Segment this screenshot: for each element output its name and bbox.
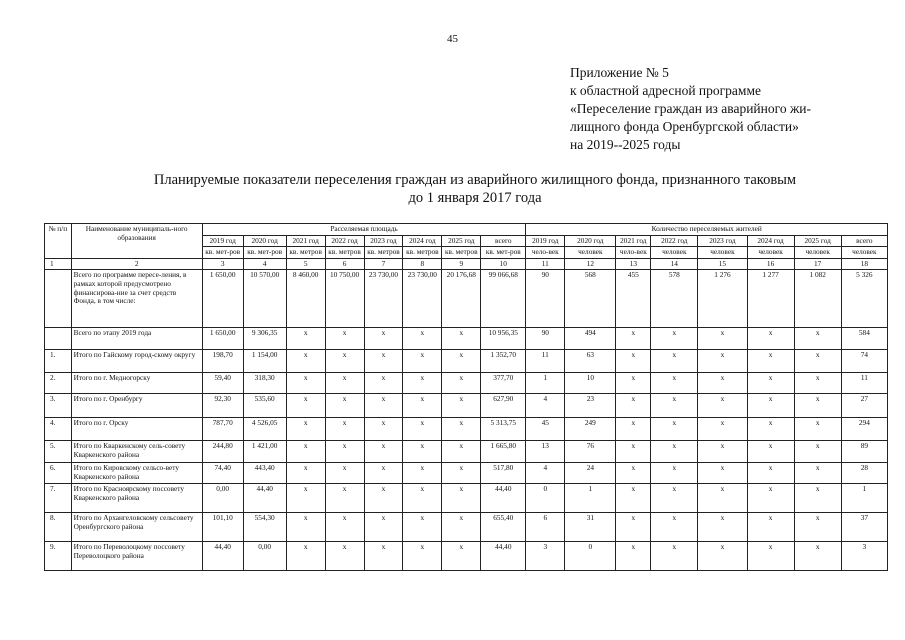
cell-a2020: 554,30 — [243, 513, 286, 542]
title-line-2: до 1 января 2017 года — [408, 190, 542, 206]
column-number: 4 — [243, 258, 286, 270]
column-number: 12 — [565, 258, 616, 270]
appendix-line: Приложение № 5 — [570, 65, 669, 80]
cell-p2019: 6 — [526, 513, 565, 542]
header-area-year: 2020 год — [243, 235, 286, 247]
header-people-unit: чело-век — [526, 247, 565, 259]
cell-a2023: х — [364, 373, 403, 394]
cell-atotal: 44,40 — [481, 542, 526, 571]
cell-p2023: х — [698, 418, 747, 441]
cell-atotal: 655,40 — [481, 513, 526, 542]
appendix-line: лищного фонда Оренбургской области» — [570, 119, 799, 134]
table-row — [45, 418, 888, 441]
row-number: 4. — [45, 418, 72, 441]
cell-a2023: х — [364, 441, 403, 463]
cell-p2023: х — [698, 441, 747, 463]
cell-a2022: х — [325, 350, 364, 373]
cell-a2019: 74,40 — [202, 463, 243, 484]
cell-atotal: 99 066,68 — [481, 270, 526, 328]
cell-a2025: х — [442, 373, 481, 394]
cell-a2025: х — [442, 328, 481, 350]
header-people-year: 2021 год — [616, 235, 651, 247]
cell-p2021: х — [616, 463, 651, 484]
cell-p2021: 455 — [616, 270, 651, 328]
row-number — [45, 328, 72, 350]
row-name: Итого по Красноярскому поссовету Кваркенского района — [71, 484, 202, 513]
cell-a2019: 1 650,00 — [202, 270, 243, 328]
column-number: 7 — [364, 258, 403, 270]
table-row — [45, 441, 888, 463]
row-name: Итого по Переволоцкому поссовету Переволоцкого района — [71, 542, 202, 571]
cell-p2021: х — [616, 513, 651, 542]
cell-atotal: 44,40 — [481, 484, 526, 513]
row-number: 5. — [45, 441, 72, 463]
cell-a2023: х — [364, 350, 403, 373]
cell-p2024: х — [747, 373, 794, 394]
cell-a2023: х — [364, 394, 403, 418]
cell-a2020: 1 154,00 — [243, 350, 286, 373]
cell-a2020: 9 306,35 — [243, 328, 286, 350]
cell-a2022: х — [325, 394, 364, 418]
cell-a2021: х — [286, 484, 325, 513]
cell-a2024: х — [403, 328, 442, 350]
cell-a2020: 1 421,00 — [243, 441, 286, 463]
cell-a2025: х — [442, 418, 481, 441]
cell-a2025: х — [442, 542, 481, 571]
cell-p2019: 1 — [526, 373, 565, 394]
header-area-year: 2019 год — [202, 235, 243, 247]
cell-a2021: х — [286, 394, 325, 418]
cell-a2024: х — [403, 441, 442, 463]
column-number: 9 — [442, 258, 481, 270]
cell-p2021: х — [616, 350, 651, 373]
header-people-year: 2025 год — [794, 235, 841, 247]
table-row — [45, 328, 888, 350]
cell-p2023: 1 276 — [698, 270, 747, 328]
cell-a2023: х — [364, 463, 403, 484]
table-row — [45, 270, 888, 328]
cell-a2021: 8 460,00 — [286, 270, 325, 328]
cell-atotal: 10 956,35 — [481, 328, 526, 350]
cell-a2020: 4 526,05 — [243, 418, 286, 441]
cell-p2021: х — [616, 484, 651, 513]
appendix-line: «Переселение граждан из аварийного жи- — [570, 101, 811, 116]
header-people-unit: человек — [565, 247, 616, 259]
cell-a2023: 23 730,00 — [364, 270, 403, 328]
cell-p2025: х — [794, 463, 841, 484]
cell-p2020: 63 — [565, 350, 616, 373]
cell-a2024: х — [403, 513, 442, 542]
cell-p2025: х — [794, 328, 841, 350]
cell-ptotal: 89 — [841, 441, 887, 463]
cell-p2020: 1 — [565, 484, 616, 513]
header-people-group: Количество переселяемых жителей — [526, 224, 888, 236]
cell-a2024: х — [403, 394, 442, 418]
header-row-column-numbers — [45, 258, 888, 270]
row-name: Итого по г. Оренбургу — [71, 394, 202, 418]
cell-p2020: 494 — [565, 328, 616, 350]
column-number: 15 — [698, 258, 747, 270]
cell-p2019: 0 — [526, 484, 565, 513]
cell-p2023: х — [698, 513, 747, 542]
cell-a2022: х — [325, 463, 364, 484]
cell-a2022: х — [325, 513, 364, 542]
cell-ptotal: 27 — [841, 394, 887, 418]
cell-p2019: 4 — [526, 394, 565, 418]
cell-a2023: х — [364, 484, 403, 513]
cell-a2020: 443,40 — [243, 463, 286, 484]
cell-p2023: х — [698, 350, 747, 373]
header-people-unit: человек — [747, 247, 794, 259]
header-area-year: 2022 год — [325, 235, 364, 247]
cell-p2024: х — [747, 394, 794, 418]
cell-p2022: х — [651, 373, 698, 394]
cell-p2021: х — [616, 542, 651, 571]
cell-a2020: 535,60 — [243, 394, 286, 418]
header-area-year: 2021 год — [286, 235, 325, 247]
cell-p2022: х — [651, 441, 698, 463]
table-row — [45, 484, 888, 513]
row-number: 7. — [45, 484, 72, 513]
cell-a2022: х — [325, 373, 364, 394]
cell-ptotal: 3 — [841, 542, 887, 571]
cell-a2022: х — [325, 542, 364, 571]
cell-a2023: х — [364, 418, 403, 441]
cell-p2019: 4 — [526, 463, 565, 484]
header-people-year: 2022 год — [651, 235, 698, 247]
cell-p2020: 24 — [565, 463, 616, 484]
header-area-year: 2023 год — [364, 235, 403, 247]
cell-p2023: х — [698, 542, 747, 571]
cell-p2023: х — [698, 328, 747, 350]
cell-p2025: х — [794, 441, 841, 463]
column-number: 2 — [71, 258, 202, 270]
cell-ptotal: 37 — [841, 513, 887, 542]
header-area-year: всего — [481, 235, 526, 247]
row-number: 8. — [45, 513, 72, 542]
cell-ptotal: 584 — [841, 328, 887, 350]
table-row — [45, 542, 888, 571]
cell-a2019: 59,40 — [202, 373, 243, 394]
cell-a2019: 787,70 — [202, 418, 243, 441]
row-name: Итого по г. Орску — [71, 418, 202, 441]
cell-ptotal: 294 — [841, 418, 887, 441]
header-area-unit: кв. метров — [364, 247, 403, 259]
cell-atotal: 1 352,70 — [481, 350, 526, 373]
cell-a2021: х — [286, 373, 325, 394]
cell-a2023: х — [364, 542, 403, 571]
cell-a2020: 44,40 — [243, 484, 286, 513]
cell-p2022: х — [651, 513, 698, 542]
resettlement-table — [44, 223, 888, 571]
column-number: 11 — [526, 258, 565, 270]
cell-p2025: 1 082 — [794, 270, 841, 328]
header-name: Наименование муниципаль-ного образования — [71, 224, 202, 259]
cell-p2021: х — [616, 328, 651, 350]
cell-a2022: х — [325, 441, 364, 463]
cell-a2025: х — [442, 441, 481, 463]
header-num: № п/п — [45, 224, 72, 259]
cell-a2021: х — [286, 513, 325, 542]
cell-p2022: х — [651, 350, 698, 373]
title-line-1: Планируемые показатели переселения граждан из аварийного жилищного фонда, признанного таковым — [153, 172, 797, 188]
column-number: 5 — [286, 258, 325, 270]
cell-p2025: х — [794, 350, 841, 373]
row-name: Всего по этапу 2019 года — [71, 328, 202, 350]
cell-a2020: 0,00 — [243, 542, 286, 571]
header-area-unit: кв. мет-ров — [481, 247, 526, 259]
cell-ptotal: 5 326 — [841, 270, 887, 328]
table-body — [45, 270, 888, 571]
cell-p2019: 3 — [526, 542, 565, 571]
cell-p2020: 249 — [565, 418, 616, 441]
cell-a2023: х — [364, 328, 403, 350]
cell-a2022: х — [325, 484, 364, 513]
cell-a2022: х — [325, 418, 364, 441]
cell-p2019: 90 — [526, 270, 565, 328]
cell-p2025: х — [794, 418, 841, 441]
cell-p2020: 568 — [565, 270, 616, 328]
cell-a2019: 0,00 — [202, 484, 243, 513]
cell-atotal: 627,90 — [481, 394, 526, 418]
header-area-year: 2025 год — [442, 235, 481, 247]
cell-p2025: х — [794, 513, 841, 542]
table-row — [45, 394, 888, 418]
cell-p2020: 23 — [565, 394, 616, 418]
table-row — [45, 350, 888, 373]
cell-p2022: х — [651, 394, 698, 418]
cell-atotal: 517,80 — [481, 463, 526, 484]
cell-p2024: х — [747, 441, 794, 463]
cell-ptotal: 11 — [841, 373, 887, 394]
cell-p2024: х — [747, 542, 794, 571]
cell-a2024: х — [403, 484, 442, 513]
header-people-year: 2019 год — [526, 235, 565, 247]
cell-a2021: х — [286, 328, 325, 350]
cell-p2019: 90 — [526, 328, 565, 350]
row-number: 9. — [45, 542, 72, 571]
header-area-unit: кв. мет-ров — [202, 247, 243, 259]
cell-p2024: х — [747, 463, 794, 484]
cell-p2024: 1 277 — [747, 270, 794, 328]
cell-a2019: 92,30 — [202, 394, 243, 418]
cell-ptotal: 74 — [841, 350, 887, 373]
cell-p2022: х — [651, 463, 698, 484]
cell-a2024: х — [403, 463, 442, 484]
header-people-year: 2023 год — [698, 235, 747, 247]
cell-a2025: х — [442, 394, 481, 418]
cell-atotal: 5 313,75 — [481, 418, 526, 441]
column-number: 6 — [325, 258, 364, 270]
cell-p2024: х — [747, 328, 794, 350]
header-area-year: 2024 год — [403, 235, 442, 247]
header-people-unit: человек — [651, 247, 698, 259]
cell-p2020: 31 — [565, 513, 616, 542]
cell-a2019: 198,70 — [202, 350, 243, 373]
column-number: 17 — [794, 258, 841, 270]
cell-p2021: х — [616, 394, 651, 418]
cell-a2019: 1 650,00 — [202, 328, 243, 350]
appendix-line: к областной адресной программе — [570, 83, 761, 98]
cell-p2024: х — [747, 350, 794, 373]
table-row — [45, 513, 888, 542]
cell-a2025: 20 176,68 — [442, 270, 481, 328]
cell-a2025: х — [442, 463, 481, 484]
cell-a2022: х — [325, 328, 364, 350]
cell-ptotal: 28 — [841, 463, 887, 484]
document-title — [90, 171, 860, 207]
cell-ptotal: 1 — [841, 484, 887, 513]
cell-p2019: 11 — [526, 350, 565, 373]
cell-a2021: х — [286, 350, 325, 373]
column-number: 10 — [481, 258, 526, 270]
cell-a2019: 244,80 — [202, 441, 243, 463]
cell-p2025: х — [794, 394, 841, 418]
cell-a2021: х — [286, 418, 325, 441]
header-row-groups — [45, 224, 888, 236]
cell-p2025: х — [794, 484, 841, 513]
cell-p2025: х — [794, 542, 841, 571]
row-number — [45, 270, 72, 328]
cell-p2022: х — [651, 484, 698, 513]
cell-p2021: х — [616, 373, 651, 394]
cell-a2024: 23 730,00 — [403, 270, 442, 328]
column-number: 18 — [841, 258, 887, 270]
header-area-unit: кв. метров — [442, 247, 481, 259]
row-name: Всего по программе пересе-ления, в рамках которой предусмотрено финансирова-ние за счет средств Фонда, в том числе: — [71, 270, 202, 328]
cell-a2025: х — [442, 484, 481, 513]
header-people-unit: человек — [698, 247, 747, 259]
cell-a2023: х — [364, 513, 403, 542]
cell-atotal: 377,70 — [481, 373, 526, 394]
cell-p2024: х — [747, 513, 794, 542]
cell-a2020: 318,30 — [243, 373, 286, 394]
cell-a2019: 101,10 — [202, 513, 243, 542]
header-people-year: 2024 год — [747, 235, 794, 247]
table-row — [45, 373, 888, 394]
row-name: Итого по г. Медногорску — [71, 373, 202, 394]
cell-a2021: х — [286, 542, 325, 571]
page-number: 45 — [447, 33, 458, 45]
appendix-block — [570, 64, 890, 154]
cell-p2022: х — [651, 542, 698, 571]
cell-p2025: х — [794, 373, 841, 394]
header-area-unit: кв. метров — [403, 247, 442, 259]
cell-a2024: х — [403, 418, 442, 441]
column-number: 8 — [403, 258, 442, 270]
header-people-year: 2020 год — [565, 235, 616, 247]
row-number: 3. — [45, 394, 72, 418]
cell-a2025: х — [442, 350, 481, 373]
cell-atotal: 1 665,80 — [481, 441, 526, 463]
column-number: 14 — [651, 258, 698, 270]
cell-p2019: 45 — [526, 418, 565, 441]
row-number: 1. — [45, 350, 72, 373]
column-number: 1 — [45, 258, 72, 270]
cell-a2021: х — [286, 463, 325, 484]
cell-p2020: 0 — [565, 542, 616, 571]
header-area-unit: кв. метров — [325, 247, 364, 259]
cell-a2025: х — [442, 513, 481, 542]
cell-a2019: 44,40 — [202, 542, 243, 571]
header-area-group: Расселяемая площадь — [202, 224, 526, 236]
row-name: Итого по Архангеловскому сельсовету Оренбургского района — [71, 513, 202, 542]
cell-p2022: х — [651, 328, 698, 350]
row-name: Итого по Кировскому сельсо-вету Кваркенского района — [71, 463, 202, 484]
cell-p2019: 13 — [526, 441, 565, 463]
cell-p2020: 76 — [565, 441, 616, 463]
cell-a2022: 10 750,00 — [325, 270, 364, 328]
row-number: 6. — [45, 463, 72, 484]
row-number: 2. — [45, 373, 72, 394]
header-people-unit: чело-век — [616, 247, 651, 259]
cell-a2021: х — [286, 441, 325, 463]
cell-a2024: х — [403, 350, 442, 373]
appendix-line: на 2019--2025 годы — [570, 137, 681, 152]
header-people-unit: человек — [841, 247, 887, 259]
cell-p2024: х — [747, 484, 794, 513]
column-number: 3 — [202, 258, 243, 270]
row-name: Итого по Гайскому город-скому округу — [71, 350, 202, 373]
cell-p2021: х — [616, 441, 651, 463]
cell-p2023: х — [698, 394, 747, 418]
cell-a2024: х — [403, 542, 442, 571]
header-area-unit: кв. мет-ров — [243, 247, 286, 259]
cell-p2023: х — [698, 484, 747, 513]
cell-p2023: х — [698, 373, 747, 394]
column-number: 16 — [747, 258, 794, 270]
cell-p2020: 10 — [565, 373, 616, 394]
cell-p2022: 578 — [651, 270, 698, 328]
cell-a2020: 10 570,00 — [243, 270, 286, 328]
header-people-unit: человек — [794, 247, 841, 259]
cell-p2021: х — [616, 418, 651, 441]
cell-p2023: х — [698, 463, 747, 484]
header-people-year: всего — [841, 235, 887, 247]
cell-p2024: х — [747, 418, 794, 441]
header-area-unit: кв. метров — [286, 247, 325, 259]
table-row — [45, 463, 888, 484]
row-name: Итого по Кваркенскому сель-совету Кваркенского района — [71, 441, 202, 463]
cell-a2024: х — [403, 373, 442, 394]
column-number: 13 — [616, 258, 651, 270]
cell-p2022: х — [651, 418, 698, 441]
